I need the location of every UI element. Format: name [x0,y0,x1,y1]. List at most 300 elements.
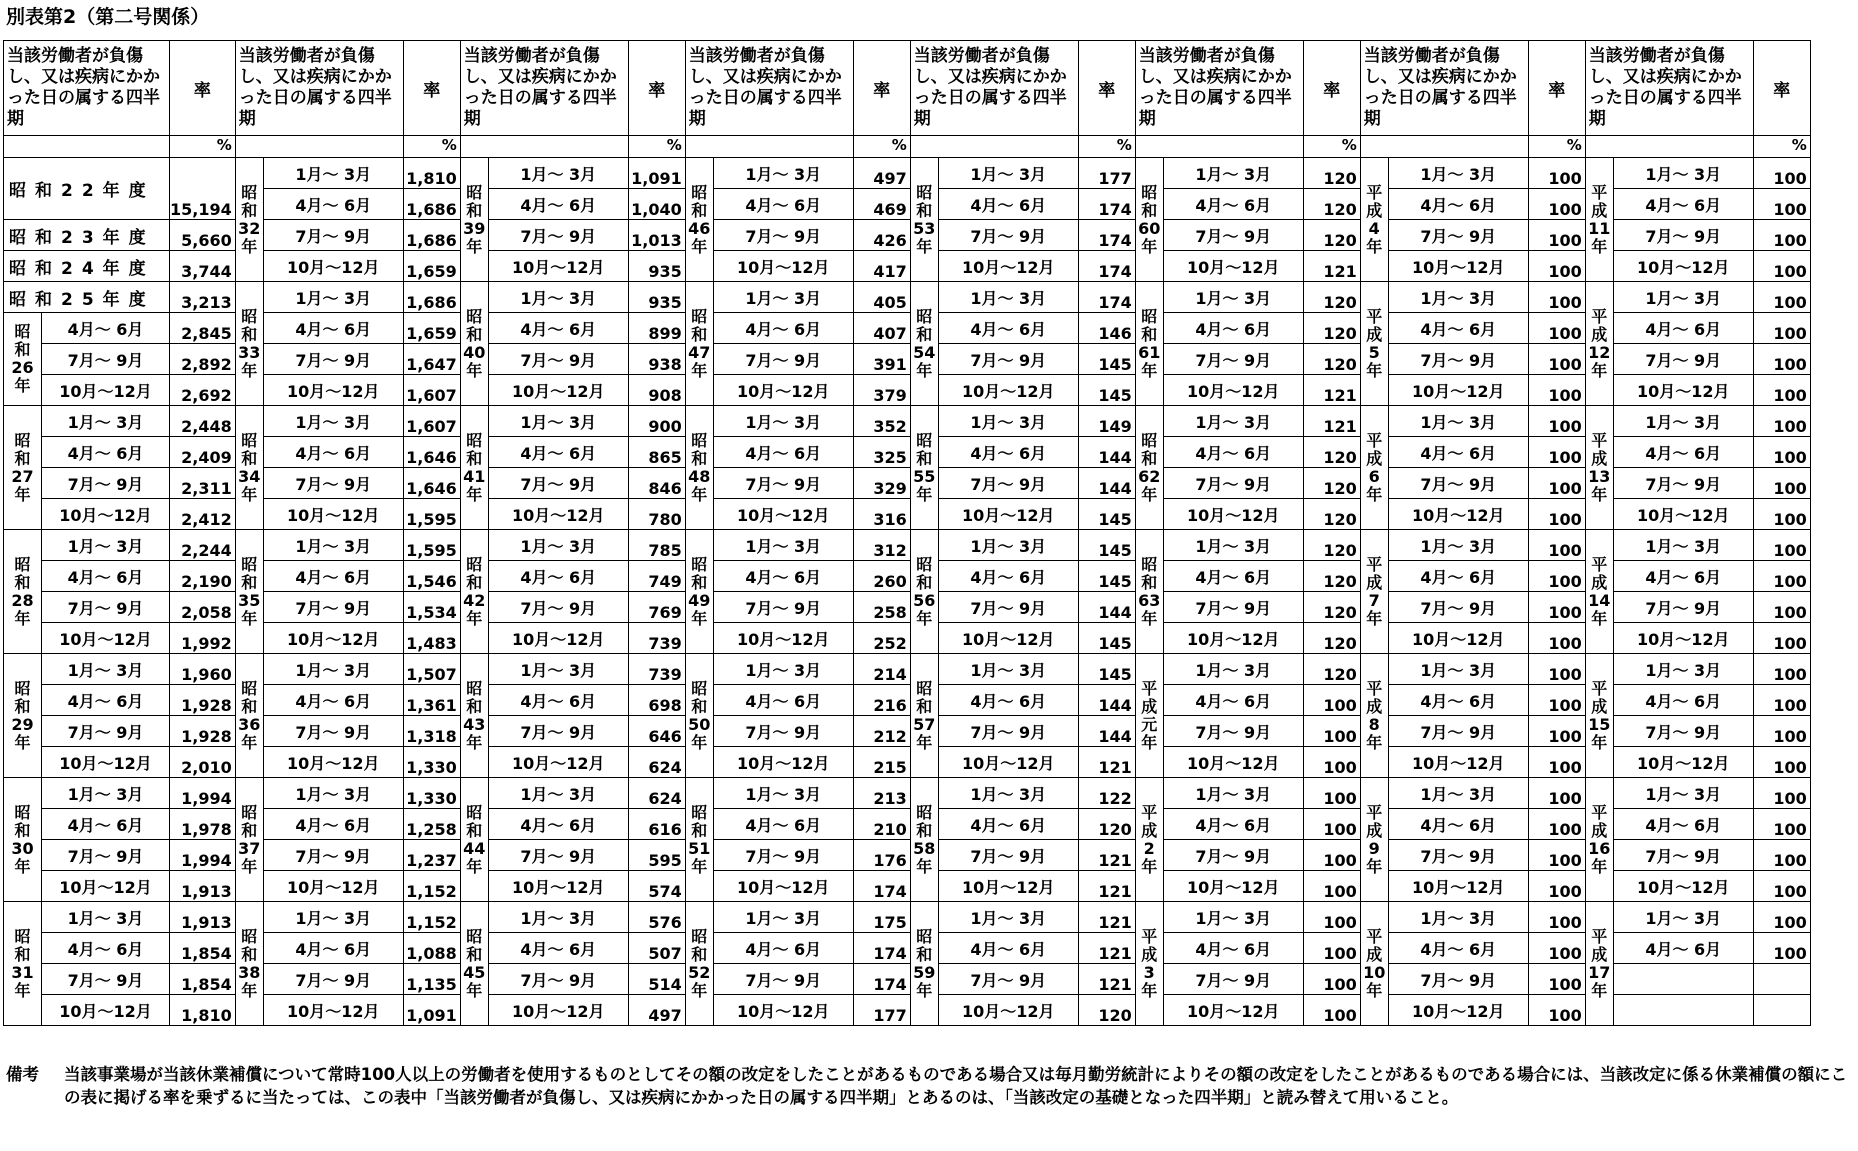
era-year-cell [460,902,488,1026]
rate-value: 121 [1078,747,1135,778]
quarter-label: 7月～ 9月 [263,592,403,623]
era-year-cell [1135,406,1163,530]
era-char: 平 [1591,926,1608,946]
era-year-cell [235,778,263,902]
era-year-cell [1585,902,1613,1026]
quarter-label: 4月～ 6月 [1163,933,1303,964]
rate-header: 率 [1078,41,1135,136]
rate-value: 3,213 [170,282,236,313]
quarter-label: 10月～12月 [713,499,853,530]
quarter-label: 7月～ 9月 [42,840,170,871]
era-char: 昭 [916,554,933,574]
quarter-label: 7月～ 9月 [263,840,403,871]
era-year-cell [685,282,713,406]
rate-value: 100 [1753,468,1810,499]
quarter-label: 4月～ 6月 [263,809,403,840]
table-row [4,468,1811,499]
table-row [4,313,1811,344]
rate-value: 121 [1078,964,1135,995]
era-char: 昭 [241,554,258,574]
quarter-label: 10月～12月 [42,623,170,654]
rate-value: 1,686 [403,189,460,220]
rate-value: 2,448 [170,406,236,437]
rate-value: 100 [1303,809,1360,840]
rate-value: 100 [1303,995,1360,1026]
period-header: 当該労働者が負傷し、又は疾病にかかった日の属する四半期 [460,41,628,136]
notes-section [6,1063,1851,1109]
era-char: 昭 [691,802,708,822]
quarter-label: 7月～ 9月 [938,344,1078,375]
quarter-label: 1月～ 3月 [488,778,628,809]
quarter-label: 7月～ 9月 [1163,344,1303,375]
era-char: 成 [1366,448,1383,468]
quarter-label: 1月～ 3月 [1163,902,1303,933]
quarter-label: 10月～12月 [263,499,403,530]
quarter-label: 4月～ 6月 [938,933,1078,964]
rate-value: 100 [1753,654,1810,685]
rate-value: 177 [853,995,910,1026]
quarter-label: 1月～ 3月 [938,654,1078,685]
quarter-label: 7月～ 9月 [42,468,170,499]
rate-value [1753,995,1810,1026]
quarter-label: 1月～ 3月 [42,530,170,561]
rate-value: 120 [1303,282,1360,313]
era-char: 31 [11,962,34,982]
table-row [4,530,1811,561]
table-row [4,499,1811,530]
era-year-cell [1360,406,1388,530]
rate-value: 769 [628,592,685,623]
rate-value: 100 [1528,623,1585,654]
era-char: 和 [14,448,31,468]
quarter-label: 10月～12月 [1388,251,1528,282]
era-char: 昭 [241,802,258,822]
quarter-label: 10月～12月 [488,871,628,902]
notes-label: 備考 [6,1065,39,1084]
era-year-cell [460,530,488,654]
quarter-label: 7月～ 9月 [1388,592,1528,623]
quarter-label: 7月～ 9月 [938,220,1078,251]
era-char: 和 [916,324,933,344]
rate-value: 100 [1528,468,1585,499]
era-char: 年 [1591,980,1608,1000]
era-char: 成 [1141,820,1158,840]
rate-value: 507 [628,933,685,964]
era-year-cell [910,406,938,530]
quarter-label: 4月～ 6月 [263,685,403,716]
era-char: 8 [1368,714,1380,734]
rate-value: 146 [1078,313,1135,344]
era-char: 元 [1141,714,1158,734]
era-char: 年 [466,608,483,628]
era-char: 昭 [14,802,31,822]
table-row [4,406,1811,437]
quarter-label: 10月～12月 [42,747,170,778]
era-char: 昭 [466,554,483,574]
era-char: 年 [241,732,258,752]
quarter-label: 10月～12月 [938,871,1078,902]
era-char: 61 [1138,342,1161,362]
era-char: 昭 [14,430,31,450]
quarter-label: 10月～12月 [1163,747,1303,778]
table-row [4,840,1811,871]
quarter-label: 1月～ 3月 [263,778,403,809]
rate-value: 2,892 [170,344,236,375]
quarter-label: 4月～ 6月 [938,437,1078,468]
era-char: 2 [1143,838,1155,858]
rate-header: 率 [1528,41,1585,136]
rate-value: 144 [1078,685,1135,716]
quarter-label: 7月～ 9月 [263,964,403,995]
rate-value: 1,546 [403,561,460,592]
era-char: 和 [916,944,933,964]
table-row [4,995,1811,1026]
era-char: 58 [913,838,936,858]
rate-value: 100 [1753,437,1810,468]
quarter-label: 10月～12月 [1388,871,1528,902]
rate-value: 100 [1303,778,1360,809]
quarter-label: 4月～ 6月 [1613,809,1753,840]
era-char: 4 [1368,218,1380,238]
rate-value: 100 [1753,561,1810,592]
era-char: 53 [913,218,936,238]
rate-value: 785 [628,530,685,561]
rate-value: 100 [1753,189,1810,220]
era-char: 15 [1588,714,1611,734]
era-char: 51 [688,838,711,858]
era-char: 年 [1591,236,1608,256]
era-char: 43 [463,714,486,734]
era-char: 和 [691,820,708,840]
rate-header: 率 [628,41,685,136]
quarter-label: 4月～ 6月 [263,189,403,220]
quarter-label: 4月～ 6月 [1163,685,1303,716]
era-char: 年 [241,484,258,504]
era-char: 39 [463,218,486,238]
era-year-cell [1135,158,1163,282]
rate-value: 100 [1303,716,1360,747]
quarter-label: 4月～ 6月 [488,933,628,964]
table-row [4,189,1811,220]
era-char: 昭 [691,182,708,202]
rate-value: 174 [1078,282,1135,313]
rate-value: 100 [1528,530,1585,561]
quarter-label: 4月～ 6月 [713,685,853,716]
quarter-label: 1月～ 3月 [1613,654,1753,685]
quarter-label: 1月～ 3月 [1388,902,1528,933]
quarter-label: 7月～ 9月 [1613,716,1753,747]
quarter-label: 7月～ 9月 [713,840,853,871]
rate-value: 2,190 [170,561,236,592]
quarter-label: 10月～12月 [1163,499,1303,530]
rate-value: 100 [1753,313,1810,344]
quarter-label: 4月～ 6月 [263,933,403,964]
rate-value: 1,091 [628,158,685,189]
quarter-label: 10月～12月 [938,375,1078,406]
era-char: 昭 [691,430,708,450]
quarter-label: 1月～ 3月 [42,902,170,933]
era-char: 和 [466,696,483,716]
era-char: 36 [238,714,261,734]
rate-value: 900 [628,406,685,437]
era-char: 62 [1138,466,1161,486]
rate-value: 122 [1078,778,1135,809]
quarter-label: 10月～12月 [713,747,853,778]
rate-value: 100 [1528,313,1585,344]
era-char: 昭 [916,430,933,450]
quarter-label: 1月～ 3月 [1388,778,1528,809]
table-row [4,375,1811,406]
quarter-label: 7月～ 9月 [488,964,628,995]
era-year-cell [910,282,938,406]
rate-value: 144 [1078,716,1135,747]
era-char: 32 [238,218,261,238]
rate-value: 144 [1078,592,1135,623]
rate-value: 1,088 [403,933,460,964]
rate-value: 100 [1753,685,1810,716]
period-header: 当該労働者が負傷し、又は疾病にかかった日の属する四半期 [235,41,403,136]
rate-value: 100 [1753,158,1810,189]
table-row [4,933,1811,964]
era-char: 昭 [466,802,483,822]
era-char: 年 [1591,856,1608,876]
rate-value: 2,058 [170,592,236,623]
rate-value: 624 [628,778,685,809]
rate-value: 1,507 [403,654,460,685]
rate-value: 120 [1303,189,1360,220]
rate-value: 174 [853,933,910,964]
era-char: 和 [691,200,708,220]
quarter-label: 4月～ 6月 [1388,561,1528,592]
rate-value: 1,534 [403,592,460,623]
quarter-label: 1月～ 3月 [1613,902,1753,933]
era-year-cell [1135,282,1163,406]
quarter-label: 7月～ 9月 [263,468,403,499]
table-row [4,158,1811,189]
era-char: 昭 [241,926,258,946]
quarter-label: 7月～ 9月 [938,592,1078,623]
era-char: 平 [1591,430,1608,450]
era-year-cell [685,902,713,1026]
rate-value: 174 [853,871,910,902]
quarter-label: 7月～ 9月 [1163,592,1303,623]
era-char: 57 [913,714,936,734]
era-char: 和 [14,696,31,716]
era-char: 10 [1363,962,1386,982]
rate-value: 100 [1753,716,1810,747]
era-char: 昭 [916,802,933,822]
era-char: 昭 [14,554,31,574]
rate-value: 120 [1303,623,1360,654]
quarter-label: 4月～ 6月 [488,685,628,716]
era-year-cell [1360,158,1388,282]
rate-value: 2,692 [170,375,236,406]
quarter-label: 4月～ 6月 [263,313,403,344]
era-char: 和 [241,324,258,344]
era-char: 年 [691,980,708,1000]
quarter-label: 7月～ 9月 [488,468,628,499]
quarter-label: 4月～ 6月 [938,561,1078,592]
quarter-label: 10月～12月 [1388,499,1528,530]
rate-value: 325 [853,437,910,468]
era-year-cell [1360,654,1388,778]
rate-value: 260 [853,561,910,592]
era-year-cell [1585,530,1613,654]
rate-value: 175 [853,902,910,933]
rate-value: 149 [1078,406,1135,437]
quarter-label: 7月～ 9月 [488,344,628,375]
era-char: 年 [1141,360,1158,380]
rate-value: 120 [1078,809,1135,840]
quarter-label: 10月～12月 [713,623,853,654]
quarter-label: 10月～12月 [488,623,628,654]
period-header: 当該労働者が負傷し、又は疾病にかかった日の属する四半期 [1585,41,1753,136]
quarter-label: 4月～ 6月 [488,313,628,344]
rate-value: 2,311 [170,468,236,499]
rate-value: 100 [1753,375,1810,406]
era-char: 昭 [241,182,258,202]
era-char: 52 [688,962,711,982]
era-char: 和 [14,572,31,592]
quarter-label: 1月～ 3月 [713,282,853,313]
rate-value: 1,646 [403,437,460,468]
era-char: 12 [1588,342,1611,362]
quarter-label: 4月～ 6月 [263,561,403,592]
era-char: 54 [913,342,936,362]
rate-value: 908 [628,375,685,406]
quarter-label: 7月～ 9月 [488,716,628,747]
era-char: 平 [1366,430,1383,450]
quarter-label: 4月～ 6月 [1613,313,1753,344]
era-char: 和 [241,448,258,468]
era-char: 年 [1366,484,1383,504]
era-year-cell [235,282,263,406]
quarter-label: 10月～12月 [1163,871,1303,902]
era-char: 成 [1591,820,1608,840]
era-char: 6 [1368,466,1380,486]
quarter-label: 1月～ 3月 [42,406,170,437]
rate-value: 1,994 [170,778,236,809]
era-year-cell [235,654,263,778]
quarter-label: 10月～12月 [938,499,1078,530]
rate-value: 120 [1303,592,1360,623]
era-char: 和 [14,944,31,964]
percent-unit: % [1078,136,1135,158]
quarter-label: 10月～12月 [1163,623,1303,654]
era-char: 49 [688,590,711,610]
era-char: 年 [1141,608,1158,628]
quarter-label: 10月～12月 [1388,623,1528,654]
quarter-label: 4月～ 6月 [1388,313,1528,344]
era-char: 和 [1141,448,1158,468]
rate-value: 1,258 [403,809,460,840]
era-char: 昭 [466,430,483,450]
quarter-label: 7月～ 9月 [938,468,1078,499]
rate-value: 100 [1528,871,1585,902]
rate-value: 1,595 [403,499,460,530]
quarter-label: 10月～12月 [488,251,628,282]
rate-value: 100 [1528,809,1585,840]
era-char: 和 [241,944,258,964]
quarter-label: 1月～ 3月 [488,902,628,933]
quarter-label: 10月～12月 [1613,871,1753,902]
era-char: 年 [691,732,708,752]
era-char: 昭 [916,678,933,698]
rate-value: 144 [1078,437,1135,468]
era-year-cell [4,654,42,778]
era-year-cell [1360,530,1388,654]
quarter-label: 7月～ 9月 [1613,468,1753,499]
rate-value: 100 [1303,902,1360,933]
rate-value: 1,607 [403,375,460,406]
era-char: 成 [1591,200,1608,220]
era-char: 和 [691,696,708,716]
era-char: 40 [463,342,486,362]
quarter-label: 10月～12月 [938,747,1078,778]
era-char: 成 [1591,944,1608,964]
era-year-cell [4,406,42,530]
era-char: 63 [1138,590,1161,610]
rate-value: 120 [1303,158,1360,189]
rate-value: 145 [1078,375,1135,406]
quarter-label: 7月～ 9月 [1388,468,1528,499]
rate-value: 100 [1753,251,1810,282]
quarter-label: 4月～ 6月 [938,313,1078,344]
rate-value: 120 [1303,499,1360,530]
era-char: 年 [241,980,258,1000]
era-char: 年 [1366,360,1383,380]
rate-value: 698 [628,685,685,716]
rate-header: 率 [853,41,910,136]
era-year-cell [235,902,263,1026]
era-year-cell [4,313,42,406]
era-year-cell [910,530,938,654]
table-row [4,654,1811,685]
quarter-label: 1月～ 3月 [263,158,403,189]
era-char: 17 [1588,962,1611,982]
rate-value: 1,483 [403,623,460,654]
era-char: 和 [916,200,933,220]
era-char: 平 [1366,678,1383,698]
quarter-label: 10月～12月 [1613,375,1753,406]
rate-value: 1,330 [403,778,460,809]
era-year-cell [1585,654,1613,778]
era-char: 昭 [14,322,31,341]
rate-value: 100 [1303,685,1360,716]
quarter-label: 1月～ 3月 [1388,530,1528,561]
era-year-cell [235,530,263,654]
era-char: 年 [14,376,31,395]
rate-value: 1,854 [170,964,236,995]
era-char: 年 [14,732,31,752]
rate-value: 145 [1078,530,1135,561]
rate-value: 316 [853,499,910,530]
quarter-label: 10月～12月 [42,995,170,1026]
era-char: 38 [238,962,261,982]
quarter-label: 4月～ 6月 [488,189,628,220]
rate-value: 1,595 [403,530,460,561]
era-char: 年 [1591,484,1608,504]
rate-value: 210 [853,809,910,840]
era-char: 14 [1588,590,1611,610]
era-char: 44 [463,838,486,858]
era-char: 年 [241,608,258,628]
rate-value: 100 [1753,499,1810,530]
rate-value: 100 [1528,933,1585,964]
era-char: 年 [1591,732,1608,752]
quarter-label: 1月～ 3月 [1163,406,1303,437]
quarter-label: 1月～ 3月 [938,778,1078,809]
